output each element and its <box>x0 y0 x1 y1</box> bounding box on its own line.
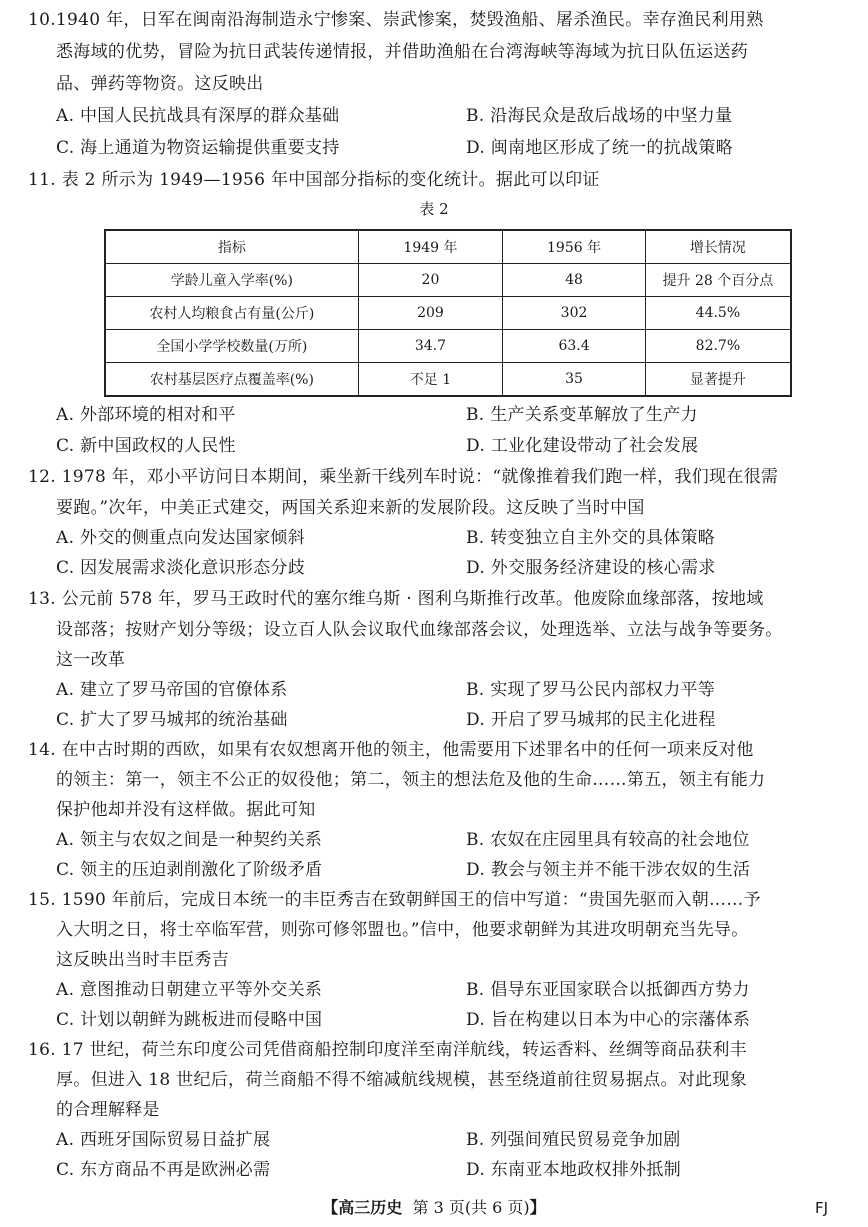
q13-line-2: 设部落；按财产划分等级；设立百人队会议取代血缘部落会议，处理选举、立法与战争等要务。 <box>56 620 783 640</box>
q15-option-c: C. 计划以朝鲜为跳板进而侵略中国 <box>56 1010 323 1030</box>
table-row <box>105 297 791 330</box>
q14-line-1: 14. 在中古时期的西欧，如果有农奴想离开他的领主，他需要用下述罪名中的任何一项来反对他 <box>28 740 754 760</box>
footer-page-number: 第 3 页(共 6 页) <box>412 1198 530 1217</box>
table-header: 指标 <box>105 230 358 264</box>
q15-option-a: A. 意图推动日朝建立平等外交关系 <box>56 980 323 1000</box>
q11-option-b: B. 生产关系变革解放了生产力 <box>466 405 698 425</box>
q16-line-1: 16. 17 世纪，荷兰东印度公司凭借商船控制印度洋至南洋航线，转运香料、丝绸等商品获利丰 <box>28 1040 747 1060</box>
q14-option-d: D. 教会与领主并不能干涉农奴的生活 <box>466 860 751 880</box>
q10-option-c: C. 海上通道为物资运输提供重要支持 <box>56 138 340 158</box>
q11-option-a: A. 外部环境的相对和平 <box>56 405 236 425</box>
q15-line-1: 15. 1590 年前后，完成日本统一的丰臣秀吉在致朝鲜国王的信中写道：“贵国先驱而入朝……予 <box>28 890 761 910</box>
q13-option-d: D. 开启了罗马城邦的民主化进程 <box>466 710 716 730</box>
q16-option-c: C. 东方商品不再是欧洲必需 <box>56 1160 271 1180</box>
table-cell: 20 <box>358 264 503 297</box>
q11-line-1: 11. 表 2 所示为 1949—1956 年中国部分指标的变化统计。据此可以印证 <box>28 170 600 190</box>
table-cell: 学龄儿童入学率(%) <box>105 264 358 297</box>
table-cell: 34.7 <box>358 330 503 363</box>
table-row <box>105 330 791 363</box>
q10-option-a: A. 中国人民抗战具有深厚的群众基础 <box>56 106 340 126</box>
q14-line-2: 的领主：第一，领主不公正的奴役他；第二，领主的想法危及他的生命……第五，领主有能力 <box>56 770 766 790</box>
table-cell: 显著提升 <box>645 363 791 397</box>
q16-option-b: B. 列强间殖民贸易竞争加剧 <box>466 1130 681 1150</box>
q14-option-c: C. 领主的压迫剥削激化了阶级矛盾 <box>56 860 323 880</box>
q14-line-3: 保护他却并没有这样做。据此可知 <box>56 800 316 820</box>
q15-option-b: B. 倡导东亚国家联合以抵御西方势力 <box>466 980 750 1000</box>
q15-option-d: D. 旨在构建以日本为中心的宗藩体系 <box>466 1010 751 1030</box>
q10-option-b: B. 沿海民众是敌后战场的中坚力量 <box>466 106 733 126</box>
q10-line-1: 10.1940 年，日军在闽南沿海制造永宁惨案、崇武惨案，焚毁渔船、屠杀渔民。幸存渔民利用熟 <box>28 10 764 30</box>
table-cell: 全国小学学校数量(万所) <box>105 330 358 363</box>
table-row <box>105 264 791 297</box>
page-footer <box>0 1197 868 1219</box>
q12-line-1: 12. 1978 年，邓小平访问日本期间，乘坐新干线列车时说：“就像推着我们跑一样，我们现在很需 <box>28 467 779 487</box>
q13-option-c: C. 扩大了罗马城邦的统治基础 <box>56 710 288 730</box>
table-cell: 48 <box>503 264 646 297</box>
q12-line-2: 要跑。”次年，中美正式建交，两国关系迎来新的发展阶段。这反映了当时中国 <box>56 498 645 518</box>
q13-line-1: 13. 公元前 578 年，罗马王政时代的塞尔维乌斯 · 图利乌斯推行改革。他废除血缘部落，按地域 <box>28 589 764 609</box>
q12-option-d: D. 外交服务经济建设的核心需求 <box>466 558 716 578</box>
table-header: 1956 年 <box>503 230 646 264</box>
stats-table <box>104 229 792 397</box>
table-row <box>105 363 791 397</box>
table-cell: 提升 28 个百分点 <box>645 264 791 297</box>
q16-option-d: D. 东南亚本地政权排外抵制 <box>466 1160 682 1180</box>
q13-line-3: 这一改革 <box>56 650 126 670</box>
table-cell: 不足 1 <box>358 363 503 397</box>
q12-option-c: C. 因发展需求淡化意识形态分歧 <box>56 558 306 578</box>
q16-line-3: 的合理解释是 <box>56 1100 160 1120</box>
table-header: 增长情况 <box>645 230 791 264</box>
table-cell: 63.4 <box>503 330 646 363</box>
q13-option-b: B. 实现了罗马公民内部权力平等 <box>466 680 716 700</box>
q14-option-a: A. 领主与农奴之间是一种契约关系 <box>56 830 323 850</box>
q15-line-2: 入大明之日，将士卒临军营，则弥可修邻盟也。”信中，他要求朝鲜为其进攻明朝充当先导。 <box>56 920 749 940</box>
table-caption: 表 2 <box>419 200 449 218</box>
q10-option-d: D. 闽南地区形成了统一的抗战策略 <box>466 138 733 158</box>
table-header-row <box>105 230 791 264</box>
q13-option-a: A. 建立了罗马帝国的官僚体系 <box>56 680 288 700</box>
q14-option-b: B. 农奴在庄园里具有较高的社会地位 <box>466 830 750 850</box>
q12-option-b: B. 转变独立自主外交的具体策略 <box>466 528 716 548</box>
q16-option-a: A. 西班牙国际贸易日益扩展 <box>56 1130 271 1150</box>
footer-close-bracket: 】 <box>529 1198 546 1217</box>
q11-option-d: D. 工业化建设带动了社会发展 <box>466 436 699 456</box>
footer-open-bracket: 【 <box>322 1198 339 1217</box>
q16-line-2: 厚。但进入 18 世纪后，荷兰商船不得不缩减航线规模，甚至绕道前往贸易据点。对此现象 <box>56 1070 748 1090</box>
footer-code: FJ <box>814 1199 828 1217</box>
table-cell: 35 <box>503 363 646 397</box>
q10-line-3: 品、弹药等物资。这反映出 <box>56 74 264 94</box>
table-cell: 44.5% <box>645 297 791 330</box>
table-cell: 302 <box>503 297 646 330</box>
q10-line-2: 悉海域的优势，冒险为抗日武装传递情报，并借助渔船在台湾海峡等海域为抗日队伍运送药 <box>56 42 748 62</box>
footer-subject: 高三历史 <box>338 1198 403 1217</box>
table-cell: 农村基层医疗点覆盖率(%) <box>105 363 358 397</box>
table-cell: 209 <box>358 297 503 330</box>
q12-option-a: A. 外交的侧重点向发达国家倾斜 <box>56 528 305 548</box>
table-header: 1949 年 <box>358 230 503 264</box>
q15-line-3: 这反映出当时丰臣秀吉 <box>56 950 229 970</box>
q11-option-c: C. 新中国政权的人民性 <box>56 436 236 456</box>
table-cell: 农村人均粮食占有量(公斤) <box>105 297 358 330</box>
table-cell: 82.7% <box>645 330 791 363</box>
